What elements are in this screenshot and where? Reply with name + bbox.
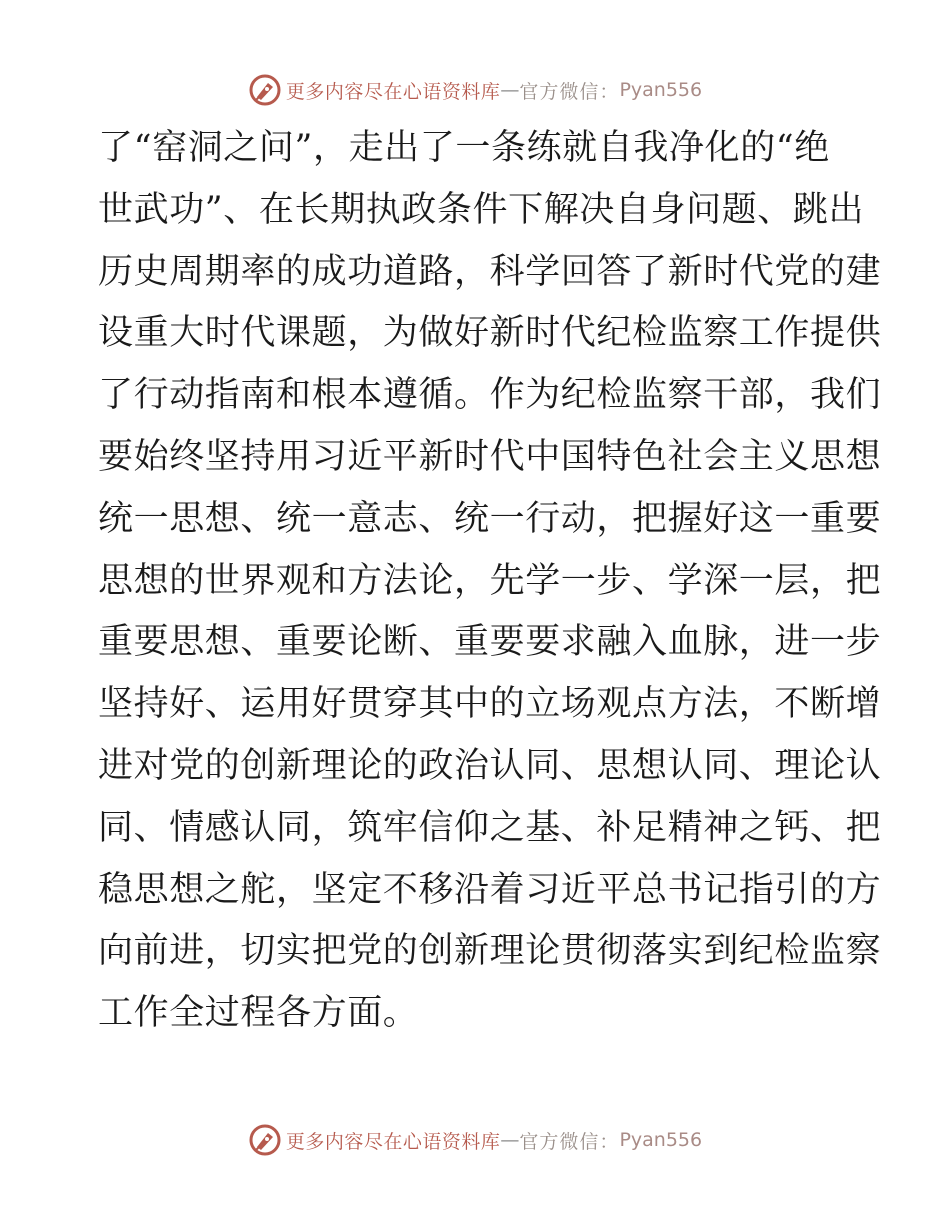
footer-wechat-label: 官方微信： [519, 1130, 620, 1153]
body-line: 同、情感认同，筑牢信仰之基、补足精神之钙、把 [98, 807, 882, 848]
body-line: 历史周期率的成功道路，科学回答了新时代党的建 [98, 251, 882, 292]
header-watermark [0, 70, 950, 110]
body-line: 稳思想之舵，坚定不移沿着习近平总书记指引的方 [98, 869, 882, 910]
header-promo-text: 更多内容尽在心语资料库 [285, 80, 501, 103]
body-line: 进对党的创新理论的政治认同、思想认同、理论认 [98, 745, 882, 786]
article-body [98, 122, 882, 1049]
body-line: 思想的世界观和方法论，先学一步、学深一层，把 [98, 560, 882, 601]
body-line: 了行动指南和根本遵循。作为纪检监察干部，我们 [98, 375, 882, 416]
body-line: 要始终坚持用习近平新时代中国特色社会主义思想 [98, 436, 882, 477]
body-line: 重要思想、重要论断、重要要求融入血脉，进一步 [98, 622, 882, 663]
footer-wechat-id: Pyan556 [619, 1129, 703, 1151]
pen-nib-logo-icon [248, 1123, 282, 1157]
body-line: 向前进，切实把党的创新理论贯彻落实到纪检监察 [98, 931, 882, 972]
pen-nib-logo-icon [248, 73, 282, 107]
body-line: 了“窑洞之问”，走出了一条练就自我净化的“绝 [98, 128, 830, 168]
header-separator: — [500, 79, 520, 101]
header-wechat-label: 官方微信： [519, 80, 620, 103]
footer-separator: — [500, 1129, 520, 1151]
body-line: 统一思想、统一意志、统一行动，把握好这一重要 [98, 498, 882, 539]
body-line: 世武功”、在长期执政条件下解决自身问题、跳出 [98, 189, 865, 230]
footer-promo-text: 更多内容尽在心语资料库 [285, 1130, 501, 1153]
body-line: 坚持好、运用好贯穿其中的立场观点方法，不断增 [98, 684, 882, 725]
body-line: 工作全过程各方面。 [98, 993, 419, 1034]
footer-watermark [0, 1120, 950, 1160]
body-line: 设重大时代课题，为做好新时代纪检监察工作提供 [98, 313, 882, 354]
header-wechat-id: Pyan556 [619, 79, 703, 101]
